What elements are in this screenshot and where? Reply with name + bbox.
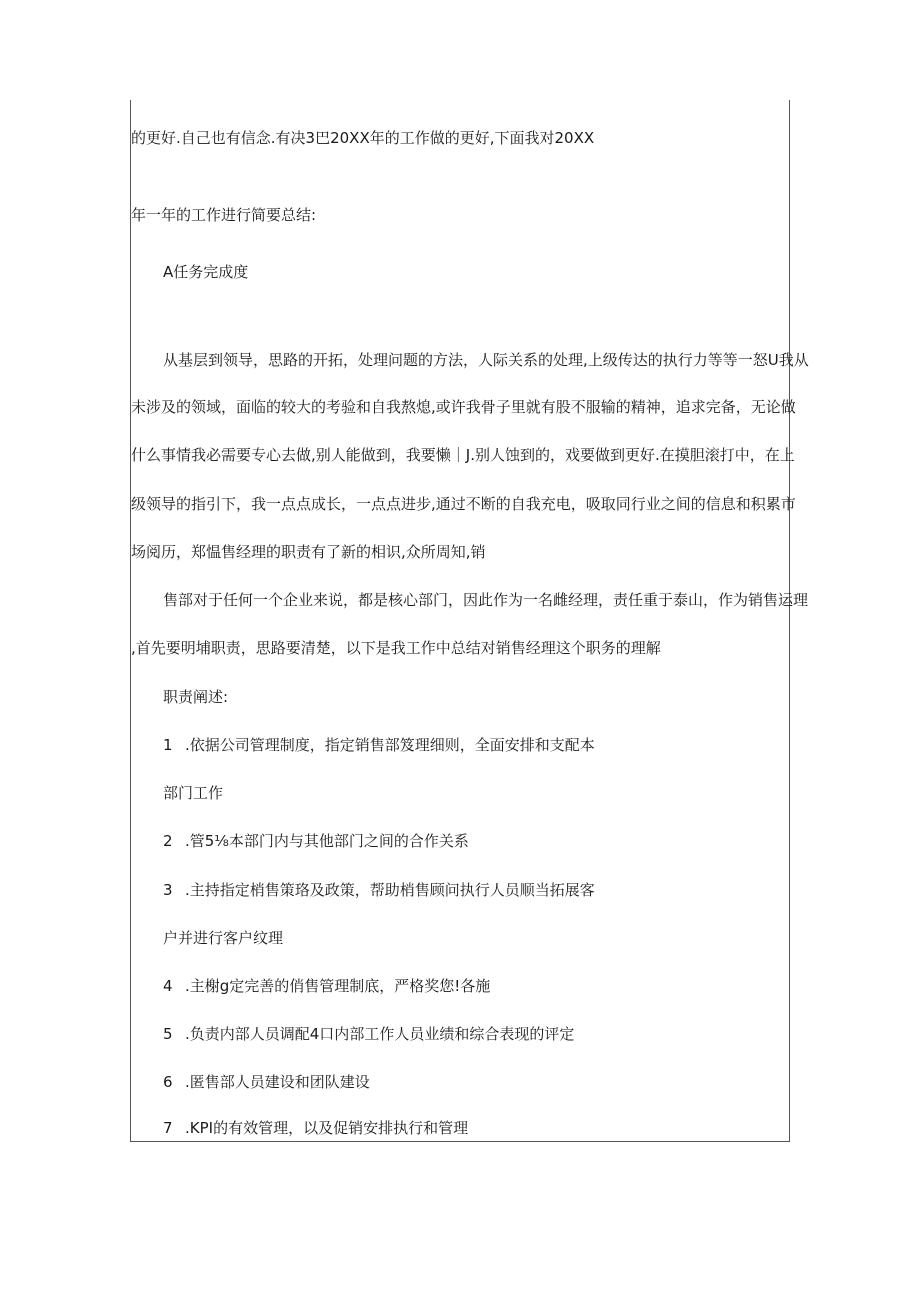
list-item	[163, 1118, 468, 1138]
list-item-text: .依据公司管理制度，指定销售部笈理细则，全面安排和支配本	[185, 736, 595, 754]
list-item	[163, 976, 490, 996]
list-item-number: 1	[163, 736, 173, 754]
paragraph-line: 从基层到领导，思路的开拓，处理问题的方法，人际关系的处理,上级传达的执行力等等一怒U我从	[163, 351, 809, 369]
list-item-text: .KPI的有效管理，以及促销安排执行和管理	[185, 1119, 469, 1137]
paragraph-line: 的更好.自己也有信念.有决3巴20XX年的工作做的更好,下面我对20XX	[131, 129, 595, 147]
list-item-number: 5	[163, 1025, 173, 1043]
list-item-number: 4	[163, 977, 173, 995]
section-heading: A任务完成度	[163, 263, 249, 281]
list-item-text: .管5⅛本部门内与其他部门之间的合作关系	[185, 832, 469, 850]
list-item-text: .主持指定梢售策珞及政策，帮助梢售顾问执行人员顺当拓展客	[185, 881, 595, 899]
section-heading: 职责阐述:	[163, 688, 229, 706]
paragraph-line: 什么事情我必需要专心去做,别人能做到，我要懒｜J.别人蚀到的，戏要做到更好.在摸胆滚打中，在上	[131, 446, 795, 464]
list-item-text: .负责内部人员调配4口内部工作人员业绩和综合表现的评定	[185, 1025, 575, 1043]
list-item-text: .匿售部人员建设和团队建设	[185, 1073, 370, 1091]
list-item	[163, 880, 595, 900]
list-item	[163, 831, 469, 851]
list-item-number: 6	[163, 1073, 173, 1091]
list-item	[163, 1072, 370, 1092]
list-item-text: .主榭g定完善的俏售管理制底，严格奖您!各施	[185, 977, 491, 995]
paragraph-line: 级领导的指引下，我一点点成长，一点点进步,通过不断的自我充电，吸取同行业之间的信息和积累市	[131, 495, 796, 513]
list-item	[163, 1024, 574, 1044]
paragraph-line: 售部对于任何一个企业来说，都是核心部门，因此作为一名雌经理，责任重于泰山，作为销售运理	[163, 591, 809, 609]
list-item-number: 2	[163, 832, 173, 850]
paragraph-line: 年一年的工作进行简要总结:	[131, 206, 317, 224]
paragraph-line: 未涉及的领域，面临的较大的考验和自我熬熄,或许我骨子里就有股不服输的精神，追求完备，无论做	[131, 398, 796, 416]
paragraph-line: ,首先要明埔职责，思路要清楚，以下是我工作中总结对销售经理这个职务的理解	[131, 639, 661, 657]
list-item-number: 3	[163, 881, 173, 899]
paragraph-line: 部门工作	[163, 784, 224, 802]
list-item	[163, 735, 595, 755]
paragraph-line: 场阅历，郑愠售经理的职责有了新的相识,众所周知,销	[131, 543, 486, 561]
paragraph-line: 户并进行客户纹理	[163, 929, 284, 947]
list-item-number: 7	[163, 1119, 173, 1137]
